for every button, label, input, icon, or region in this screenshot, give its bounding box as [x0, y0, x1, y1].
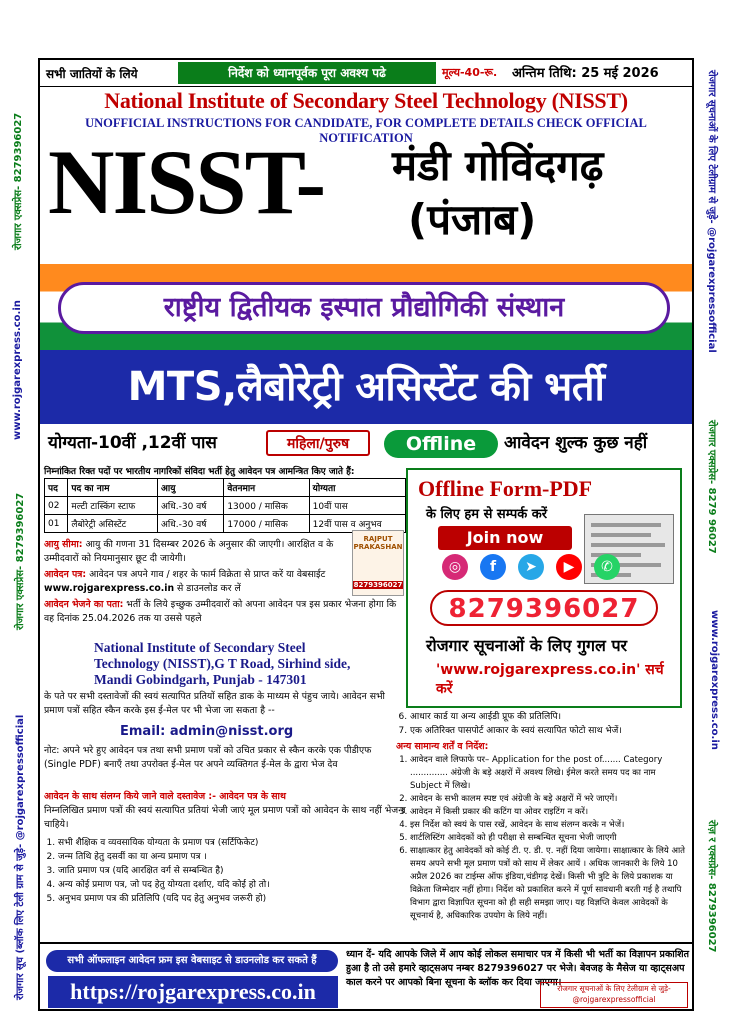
send-paragraph: [44, 598, 406, 626]
table-cell: 10वीं पास: [309, 497, 405, 515]
table-cell: 01: [45, 515, 68, 533]
form-text: आवेदन पत्र अपने गाव / शहर के फार्म विक्रेता से प्राप्त करें या वेबसाईट: [89, 569, 326, 580]
docs-list: [44, 836, 398, 906]
side-left-top: रोजगार एक्सप्रेस- 8279396027: [13, 112, 24, 250]
youtube-icon[interactable]: ▶: [556, 554, 582, 580]
org-subtitle: UNOFFICIAL INSTRUCTIONS FOR CANDIDATE, FOR COMPLETE DETAILS CHECK OFFICIAL NOTIFICATION: [85, 116, 647, 145]
table-header-cell: पद का नाम: [68, 479, 158, 497]
promo-title: Offline Form-PDF: [418, 476, 593, 501]
instagram-icon[interactable]: ◎: [442, 554, 468, 580]
table-cell: अधि.-30 वर्ष: [158, 497, 224, 515]
read-instructions-banner: निर्देश को ध्यानपूर्वक पूरा अवश्य पढे: [178, 62, 436, 84]
email-address[interactable]: Email: admin@nisst.org: [120, 724, 294, 739]
footer-notice: ध्यान दें- यदि आपके जिले में आप कोई लोकल समाचार पत्र में किसी भी भर्ती का विज्ञापन प्रकाशित हुआ है तो उसे हमारे व्हाट्सअप नम्बर 8279396027 पर भेजे। बेवजह के मैसेज या व्हाट्सअप काल करने पर आपको बिना सूचना के ब्लॉक कर दिया जाएगा।: [346, 949, 690, 988]
table-cell: मल्टी टास्किंग स्टाफ: [68, 497, 158, 515]
age-paragraph: [44, 538, 344, 566]
top-bar: [40, 60, 692, 87]
all-castes-label: सभी जातियों के लिये: [46, 67, 138, 81]
google-line: रोजगार सूचनाओं के लिए गुगल पर: [426, 636, 628, 655]
table-cell: 17000 / मासिक: [224, 515, 309, 533]
price-label: मूल्य-40-रू.: [442, 66, 498, 79]
side-left-mid2: रोजगार एक्सप्रेस- 8279396027: [15, 492, 26, 630]
side-right-mid2: www.rojgarexpress.co.in: [709, 610, 720, 750]
list-item: 1. आवेदन वाले लिफाफे पर– Application for the post of....... Category .............. अंग्रेजी के बड़े अक्षरों में अवश्य लिखे। ईमेल करते समय पद का नाम Subject में लिखे।: [410, 754, 690, 793]
side-right-top: रोजगार सूचनाओं के लिए टेलीग्राम से जुड़े- @rojgarexpressofficial: [706, 70, 717, 353]
side-left-bottom: रोजगार सूच (ब्लॉक लिए टेली ग्राम से जुड़े- @rojgarexpressofficial: [15, 714, 26, 1000]
send-text: भर्ती के लिये इच्छुक उम्मीदवारों को अपना आवेदन पत्र इस प्रकार भेजना होगा कि वह दिनांक 25.04.2026 तक या उससे पहले: [44, 599, 397, 624]
city-heading: मंडी गोविंदगढ़: [392, 141, 604, 190]
telegram-box: रोजगार सूचनाओं के लिए टेलीग्राम से जुड़े- @rojgarexpressofficial: [540, 982, 688, 1008]
logo-brand: RAJPUT PRAKASHAN: [353, 535, 403, 551]
whatsapp-icon[interactable]: ✆: [594, 554, 620, 580]
footer-download-banner: सभी ऑफलाइन आवेदन फ्रम इस वेबसाइट से डाउनलोड कर सकते हैं: [46, 950, 338, 972]
gender-badge: महिला/पुरुष: [266, 430, 370, 456]
postal-address: National Institute of Secondary Steel Technology (NISST),G T Road, Sirhind side, Mandi Gobindgarh, Punjab - 147301: [94, 640, 351, 687]
qualification-label: योग्यता-10वीं ,12वीं पास: [48, 433, 217, 453]
list-item: 7. एक अतिरिक्त पासपोर्ट आकार के स्वयं सत्यापित फोटो साथ भेजें।: [410, 724, 690, 738]
table-header-cell: योग्यता: [309, 479, 405, 497]
promo-box: [406, 468, 682, 708]
join-now-button[interactable]: Join now: [438, 526, 572, 550]
last-date-label: अन्तिम तिथि: 25 मई 2026: [512, 66, 659, 81]
form-site-link[interactable]: www.rojgarexpress.co.in: [44, 583, 175, 594]
list-item: 3. जाति प्रमाण पत्र (यदि आरक्षित वर्ग से सम्बन्धित है): [58, 864, 398, 878]
list-item: 5. अनुभव प्रमाण पत्र की प्रतिलिपि (यदि पद हेतु अनुभव जरूरी हो): [58, 892, 398, 906]
docs-heading: आवेदन के साथ संलग्न किये जाने वाले दस्तावेज :- आवेदन पत्र के साथ: [44, 791, 286, 802]
age-text: आयु की गणना 31 दिसम्बर 2026 के अनुसार की जाएगी। आरक्षित व के उम्मीदवारों को नियमानुसार छूट दी जायेगी।: [44, 539, 334, 564]
posts-table: [44, 478, 406, 533]
state-heading: (पंजाब): [408, 195, 537, 244]
table-cell: 02: [45, 497, 68, 515]
form-label: आवेदन पत्र:: [44, 569, 87, 580]
telegram-icon[interactable]: ➤: [518, 554, 544, 580]
table-header-cell: वेतनमान: [224, 479, 309, 497]
logo-phone: 8279396027: [353, 581, 403, 589]
footer: [40, 942, 692, 1011]
org-title: National Institute of Secondary Steel Technology (NISST): [104, 88, 628, 113]
phone-number[interactable]: 8279396027: [430, 590, 658, 626]
list-item: 2. जन्म तिथि हेतु दसवीं का या अन्य प्रमाण पत्र ।: [58, 850, 398, 864]
table-header-cell: पद: [45, 479, 68, 497]
form-text2: से डाउनलोड कर लें: [177, 583, 241, 594]
publisher-logo: [352, 530, 404, 596]
hindi-org-name: राष्ट्रीय द्वितीयक इस्पात प्रौद्योगिकी संस्थान: [58, 282, 670, 334]
promo-site[interactable]: 'www.rojgarexpress.co.in' सर्च करें: [436, 662, 664, 697]
address-after: के पते पर सभी दस्तावेजों की स्वयं सत्यापित प्रतियों सहित डाक के माध्यम से पंहुच जाये। आवेदन सभी प्रमाण पत्रों सहित स्कैन करके इस ई-मेल पर भी भेजा जा सकता है --: [44, 691, 385, 716]
side-right-mid: रोजगार एक्सप्रेस- 8279 96027: [706, 420, 717, 554]
recruitment-banner: MTS,लैबोरेट्री असिस्टेंट की भर्ती: [40, 350, 692, 424]
list-item: 4. अन्य कोई प्रमाण पत्र, जो पद हेतु योग्यता दर्शाए, यदि कोई हो तो।: [58, 878, 398, 892]
footer-url[interactable]: https://rojgarexpress.co.in: [48, 976, 338, 1008]
fee-label: आवेदन शुल्क कुछ नहीं: [504, 433, 648, 453]
list-item: 3. आवेदन में किसी प्रकार की कटिंग या ओवर राइटिंग न करें।: [410, 806, 690, 819]
table-cell: लैबोरेट्री असिस्टेंट: [68, 515, 158, 533]
general-list: [396, 754, 690, 923]
promo-contact: के लिए हम से सम्पर्क करें: [426, 507, 548, 522]
list-item: 4. इस निर्देश को स्वयं के पास रखें, आवेदन के साथ संलग्न करके न भेजें।: [410, 819, 690, 832]
note-paragraph: नोट: अपने भरे हुए आवेदन पत्र तथा सभी प्रमाण पत्रों को उचित प्रकार से स्कैन करके एक पीडीएफ (Single PDF) बनाएँ तथा उपरोक्त ई-मेल पर अपने व्यक्तिगत ई-मेल के द्वारा भेज देव: [44, 745, 372, 770]
poster-frame: [38, 58, 694, 1011]
list-item: 6. साक्षात्कार हेतु आवेदकों को कोई टी. ए. डी. ए. नहीं दिया जायेगा। साक्षात्कार के लिये आते समय अपने सभी मूल प्रमाण पत्रों को साथ में लेकर आयें । अधिक जानकारी के लिये 10 अप्रैल 2026 का टाईम्स ऑफ इंडिया,चंडीगढ़ देखें। किसी भी त्रुटि के लिये प्रकाशक या विक्रेता जिम्मेदार नहीं होगा। निर्देश को प्रकाशित करने में पूर्ण सावधानी बरती गई है तथापि विभाग द्वारा विज्ञापित सूचना को ही सही समझा जाए। यह विज्ञप्ति केवल आवेदकों के सूचनार्थ है, अधिकारिक उपयोग के लिये नहीं।: [410, 845, 690, 923]
table-header-cell: आयु: [158, 479, 224, 497]
posts-intro: निम्नांकित रिक्त पदों पर भारतीय नागरिकों संविदा भर्ती हेतु आवेदन पत्र आमन्त्रित किए जाते हैं:: [44, 467, 355, 477]
table-row: [45, 497, 406, 515]
offline-badge: Offline: [384, 430, 498, 458]
side-right-bottom: रोज़ र एक्सप्रेस- 8279396027: [706, 820, 717, 953]
list-item: 1. सभी शैक्षिक व व्यवसायिक योग्यता के प्रमाण पत्र (सर्टिफिकेट): [58, 836, 398, 850]
send-label: आवेदन भेजने का पता:: [44, 599, 124, 610]
table-cell: 12वीं पास व अनुभव: [309, 515, 405, 533]
docs-intro: निम्नलिखित प्रमाण पत्रों की स्वयं सत्यापित प्रतियां भेजी जाएं मूल प्रमाण पत्रों को आवेदन के साथ नहीं भेजना चाहिये।: [44, 805, 406, 830]
side-left-mid: www.rojgarexpress.co.in: [12, 300, 23, 440]
age-label: आयु सीमा:: [44, 539, 83, 550]
docs-list-right: [396, 710, 690, 738]
list-item: 2. आवेदन के सभी कालम स्पष्ट एवं अंग्रेजी के बड़े अक्षरों में भरे जाएगें।: [410, 793, 690, 806]
facebook-icon[interactable]: f: [480, 554, 506, 580]
table-cell: 13000 / मासिक: [224, 497, 309, 515]
table-cell: अधि.-30 वर्ष: [158, 515, 224, 533]
form-paragraph: [44, 568, 344, 596]
table-header-row: [45, 479, 406, 497]
general-heading: अन्य सामान्य शर्तें व निर्देश:: [396, 741, 489, 752]
list-item: 6. आधार कार्ड या अन्य आईडी प्रूफ की प्रतिलिपि।: [410, 710, 690, 724]
short-name-heading: NISST-: [48, 131, 325, 233]
list-item: 5. शार्टलिस्टिंग आवेदकों को ही परीक्षा से सम्बन्धित सूचना भेजी जाएगी: [410, 832, 690, 845]
